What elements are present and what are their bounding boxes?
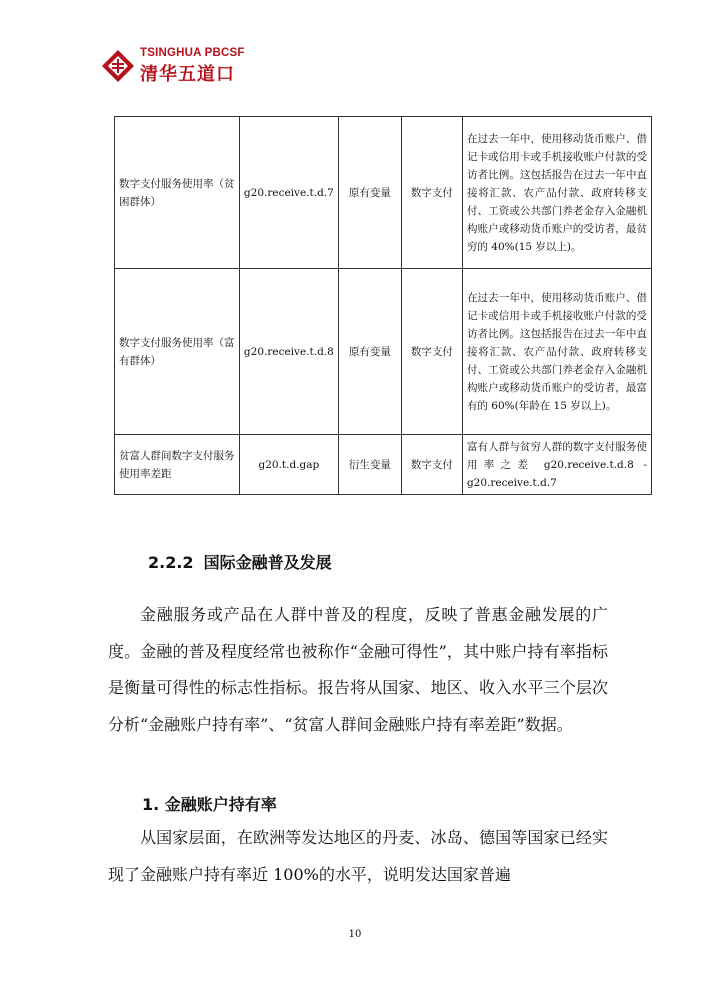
table-row (115, 269, 652, 435)
indicator-name: 数字支付服务使用率（贫困群体） (115, 117, 240, 269)
section-title: 国际金融普及发展 (203, 553, 332, 572)
indicator-category: 数字支付 (401, 435, 462, 495)
subsection-heading: 1. 金融账户持有率 (142, 795, 277, 814)
indicator-name: 贫富人群间数字支付服务使用率差距 (115, 435, 240, 495)
tsinghua-logo-icon (100, 48, 136, 84)
body-paragraph: 金融服务或产品在人群中普及的程度，反映了普惠金融发展的广度。金融的普及程度经常也被称作“金融可得性”，其中账户持有率指标是衡量可得性的标志性指标。报告将从国家、地区、收入水平三个层次分析“金融账户持有率”、“贫富人群间金融账户持有率差距”数据。 (108, 605, 608, 734)
indicator-code: g20.receive.t.d.8 (239, 269, 338, 435)
table-row (115, 117, 652, 269)
section-heading (148, 550, 342, 573)
table-row (115, 435, 652, 495)
logo-text-cn: 清华五道口 (140, 64, 235, 85)
indicator-description: 富有人群与贫穷人群的数字支付服务使用率之差 g20.receive.t.d.8 - g20.receive.t.d.7 (462, 435, 651, 495)
section-number: 2.2.2 (148, 553, 194, 572)
indicator-table (114, 116, 652, 495)
indicator-code: g20.receive.t.d.7 (239, 117, 338, 269)
logo (100, 40, 270, 90)
indicator-name: 数字支付服务使用率（富有群体） (115, 269, 240, 435)
indicator-category: 数字支付 (401, 269, 462, 435)
variable-type: 原有变量 (338, 117, 401, 269)
page-number: 10 (348, 929, 362, 940)
indicator-description: 在过去一年中，使用移动货币账户、借记卡或信用卡或手机接收账户付款的受访者比例。这包括报告在过去一年中直接将汇款、农产品付款、政府转移支付、工资或公共部门养老金存入金融机构账户或移动货币账户的受访者，最富有的 60%(年龄在 15 岁以上)。 (462, 269, 651, 435)
indicator-code: g20.t.d.gap (239, 435, 338, 495)
indicator-category: 数字支付 (401, 117, 462, 269)
logo-text-en: TSINGHUA PBCSF (140, 47, 245, 59)
variable-type: 衍生变量 (338, 435, 401, 495)
body-paragraph: 从国家层面，在欧洲等发达地区的丹麦、冰岛、德国等国家已经实现了金融账户持有率近 100%的水平，说明发达国家普遍 (108, 828, 608, 884)
variable-type: 原有变量 (338, 269, 401, 435)
indicator-description: 在过去一年中，使用移动货币账户、借记卡或信用卡或手机接收账户付款的受访者比例。这包括报告在过去一年中直接将汇款、农产品付款、政府转移支付、工资或公共部门养老金存入金融机构账户或移动货币账户的受访者，最贫穷的 40%(15 岁以上)。 (462, 117, 651, 269)
